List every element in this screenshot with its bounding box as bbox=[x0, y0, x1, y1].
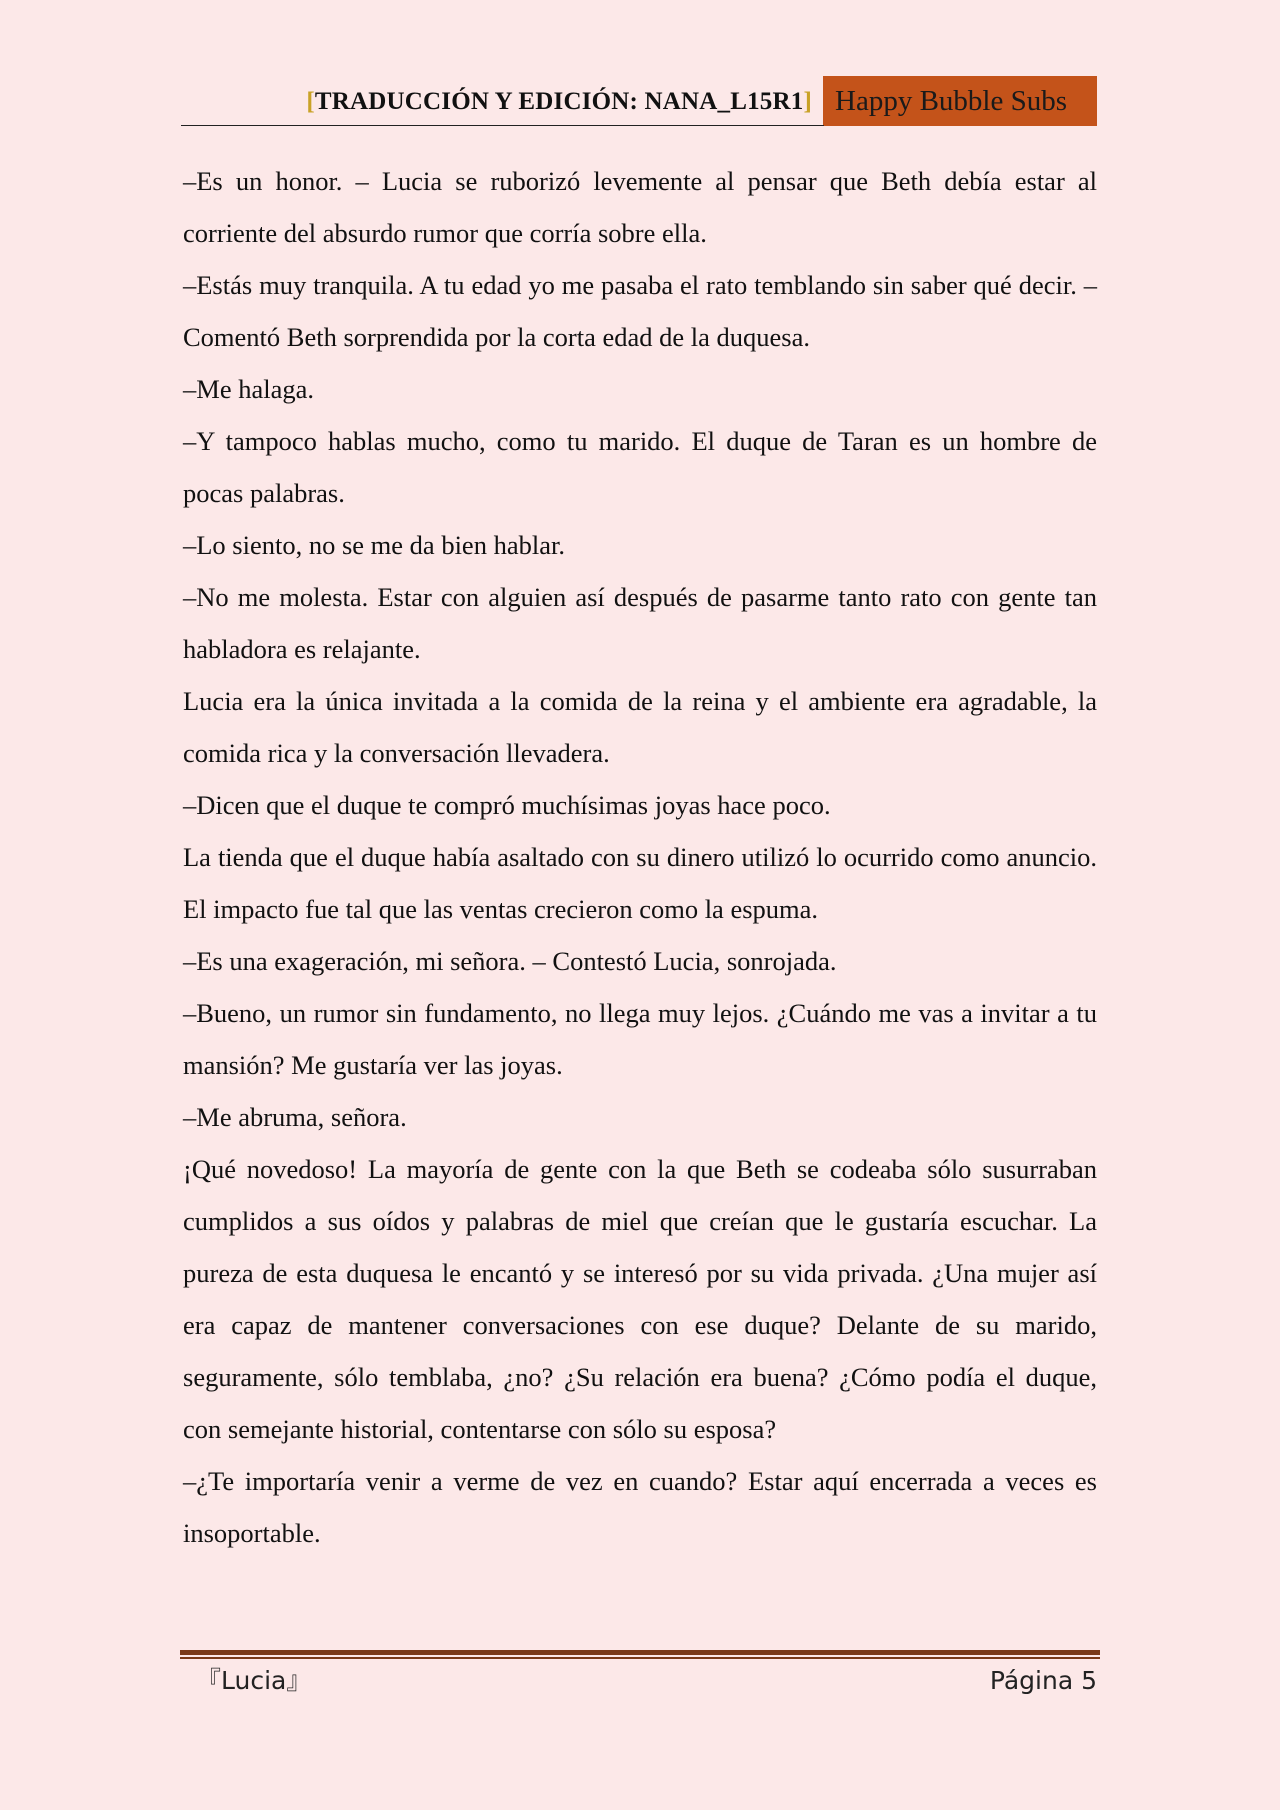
header-divider bbox=[181, 125, 824, 126]
paragraph: La tienda que el duque había asaltado con su dinero utilizó lo ocurrido como anuncio. El impacto fue tal que las ventas crecieron como la espuma. bbox=[183, 842, 1097, 924]
paragraph: –Es un honor. – Lucia se ruborizó levemente al pensar que Beth debía estar al corriente del absurdo rumor que corría sobre ella. bbox=[183, 166, 1097, 248]
footer-divider-thick bbox=[180, 1650, 1100, 1655]
paragraph: –Me halaga. bbox=[183, 374, 314, 404]
paragraph: –Dicen que el duque te compró muchísimas joyas hace poco. bbox=[183, 790, 831, 820]
bracket-open: [ bbox=[306, 88, 315, 115]
paragraph: ¡Qué novedoso! La mayoría de gente con la que Beth se codeaba sólo susurraban cumplidos a sus oídos y palabras de miel que creían que le gustaría escuchar. La pureza de esta duquesa le encantó y se interesó por su vida privada. ¿Una mujer así era capaz de mantener conversaciones con ese duque? Delante de su marido, seguramente, sólo temblaba, ¿no? ¿Su relación era buena? ¿Cómo podía el duque, con semejante historial, contentarse con sólo su esposa? bbox=[183, 1154, 1097, 1444]
bracket-close: ] bbox=[803, 88, 812, 115]
page-header bbox=[181, 76, 1097, 126]
paragraph: –Es una exageración, mi señora. – Contestó Lucia, sonrojada. bbox=[183, 946, 837, 976]
paragraph: –Estás muy tranquila. A tu edad yo me pasaba el rato temblando sin saber qué decir. – Comentó Beth sorprendida por la corta edad de la duquesa. bbox=[183, 270, 1097, 352]
group-name-badge: Happy Bubble Subs bbox=[823, 76, 1097, 126]
paragraph: –¿Te importaría venir a verme de vez en cuando? Estar aquí encerrada a veces es insoportable. bbox=[183, 1466, 1097, 1548]
paragraph: –Lo siento, no se me da bien hablar. bbox=[183, 530, 565, 560]
footer-divider-thin bbox=[180, 1657, 1100, 1659]
footer-book-title: 『Lucia』 bbox=[196, 1666, 312, 1695]
footer-page-number: Página 5 bbox=[989, 1666, 1097, 1695]
paragraph: Lucia era la única invitada a la comida de la reina y el ambiente era agradable, la comida rica y la conversación llevadera. bbox=[183, 686, 1097, 768]
paragraph: –Me abruma, señora. bbox=[183, 1102, 407, 1132]
translation-credit-text: TRADUCCIÓN Y EDICIÓN: NANA_L15R1 bbox=[314, 88, 804, 115]
translation-credit bbox=[306, 88, 812, 116]
paragraph: –No me molesta. Estar con alguien así después de pasarme tanto rato con gente tan habladora es relajante. bbox=[183, 582, 1097, 664]
paragraph: –Y tampoco hablas mucho, como tu marido. El duque de Taran es un hombre de pocas palabras. bbox=[183, 426, 1097, 508]
paragraph: –Bueno, un rumor sin fundamento, no llega muy lejos. ¿Cuándo me vas a invitar a tu mansión? Me gustaría ver las joyas. bbox=[183, 998, 1097, 1080]
page-body bbox=[183, 155, 1097, 1559]
